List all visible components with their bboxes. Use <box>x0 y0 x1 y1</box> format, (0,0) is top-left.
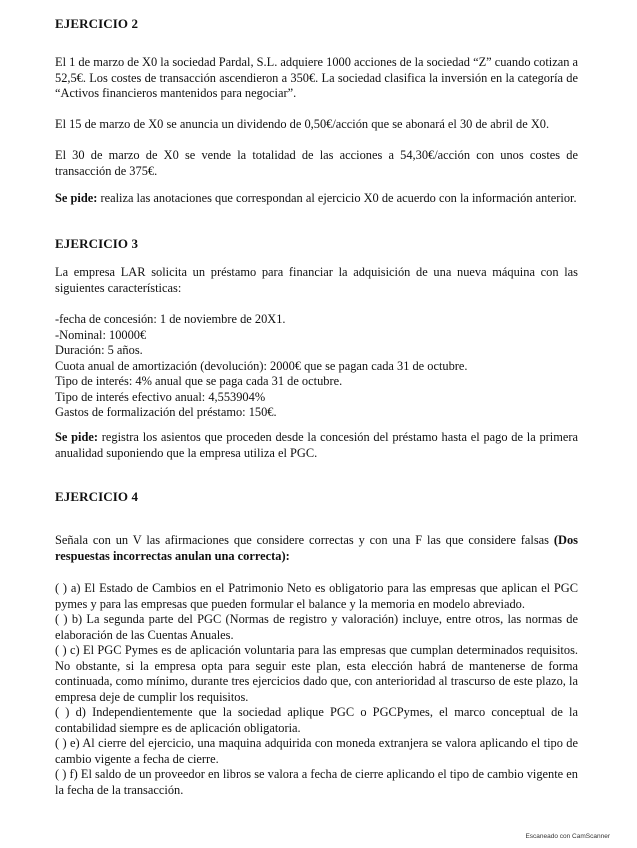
ejercicio-2-statement: El 1 de marzo de X0 la sociedad Pardal, S.L. adquiere 1000 acciones de la sociedad “Z” cuando cotizan a 52,5€. Los costes de transacción ascendieron a 350€. La sociedad clasifica la inversión en la categoría de “Activos financieros mantenidos para negociar”. <box>55 55 578 100</box>
ejercicio-4-title: EJERCICIO 4 <box>55 489 139 504</box>
ejercicio-2-task <box>55 191 578 207</box>
statement-item-d: ( ) d) Independientemente que la sociedad aplique PGC o PGCPymes, el marco conceptual de la contabilidad siempre es de aplicación obligatoria. <box>55 705 578 735</box>
ejercicio-2-dividend: El 15 de marzo de X0 se anuncia un dividendo de 0,50€/acción que se abonará el 30 de abril de X0. <box>55 117 550 131</box>
ejercicio-3-task-text: registra los asientos que proceden desde la concesión del préstamo hasta el pago de la primera anualidad suponiendo que la empresa utiliza el PGC. <box>55 430 579 460</box>
ejercicio-3-conditions <box>55 312 578 421</box>
statement-item-f: ( ) f) El saldo de un proveedor en libros se valora a fecha de cierre aplicando el tipo de cambio vigente en la fecha de la transacción. <box>55 767 578 797</box>
ejercicio-3-task <box>55 430 578 461</box>
condition-line: Duración: 5 años. <box>55 343 143 357</box>
ejercicio-2-sale: El 30 de marzo de X0 se vende la totalidad de las acciones a 54,30€/acción con unos costes de transacción de 375€. <box>55 148 578 178</box>
condition-line: Cuota anual de amortización (devolución): 2000€ que se pagan cada 31 de octubre. <box>55 358 468 373</box>
statement-item-b: ( ) b) La segunda parte del PGC (Normas de registro y valoración) incluye, entre otros, las normas de elaboración de las Cuentas Anuales. <box>55 612 578 642</box>
statement-item-c: ( ) c) El PGC Pymes es de aplicación voluntaria para las empresas que cumplan determinados requisitos. No obstante, si la empresa opta para seguir este plan, esta elección habrá de mantenerse de forma continuada, como mínimo, durante tres ejercicios dado que, con anterioridad al trascurso de este plazo, la empresa deje de cumplir los requisitos. <box>55 643 578 704</box>
condition-line: -fecha de concesión: 1 de noviembre de 20X1. <box>55 312 286 326</box>
ejercicio-2-task-text: realiza las anotaciones que correspondan al ejercicio X0 de acuerdo con la información anterior. <box>97 191 577 205</box>
condition-line: Tipo de interés: 4% anual que se paga cada 31 de octubre. <box>55 374 343 388</box>
ejercicio-4-intro-note: (Dos respuestas incorrectas anulan una correcta): <box>55 533 578 563</box>
ejercicio-3-title: EJERCICIO 3 <box>55 236 139 251</box>
ejercicio-2-title: EJERCICIO 2 <box>55 16 139 31</box>
ejercicio-4-statements <box>55 581 578 798</box>
ejercicio-3-intro: La empresa LAR solicita un préstamo para financiar la adquisición de una nueva máquina con las siguientes características: <box>55 265 578 295</box>
ejercicio-4-intro <box>55 533 578 564</box>
condition-line: Gastos de formalización del préstamo: 150€. <box>55 405 277 419</box>
ejercicio-4-intro-text: Señala con un V las afirmaciones que considere correctas y con una F las que considere falsas <box>55 533 554 547</box>
statement-item-e: ( ) e) Al cierre del ejercicio, una maquina adquirida con moneda extranjera se valora aplicando el tipo de cambio vigente a fecha de cierre. <box>55 736 578 766</box>
condition-line: Tipo de interés efectivo anual: 4,553904% <box>55 389 266 404</box>
scanner-watermark: Escaneado con CamScanner <box>525 833 610 840</box>
condition-line: -Nominal: 10000€ <box>55 327 147 342</box>
ejercicio-2-task-label: Se pide: <box>55 191 98 205</box>
statement-item-a: ( ) a) El Estado de Cambios en el Patrimonio Neto es obligatorio para las empresas que aplican el PGC pymes y para las empresas que pueden formular el balance y la memoria en modelo abreviado. <box>55 581 578 611</box>
ejercicio-3-task-label: Se pide: <box>55 430 99 444</box>
